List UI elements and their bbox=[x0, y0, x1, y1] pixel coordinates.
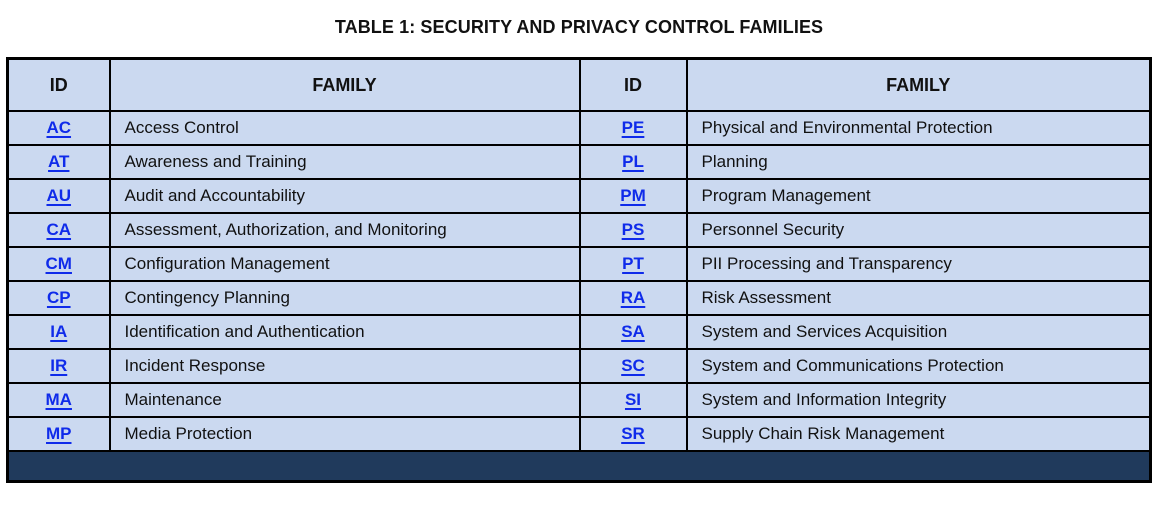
id-cell-right bbox=[580, 349, 687, 383]
id-cell-left bbox=[8, 145, 110, 179]
table-row bbox=[8, 247, 1151, 281]
id-cell-right bbox=[580, 179, 687, 213]
family-name-right: Personnel Security bbox=[687, 213, 1151, 247]
table-row bbox=[8, 383, 1151, 417]
control-id-link[interactable]: AU bbox=[46, 186, 72, 205]
family-name-right: PII Processing and Transparency bbox=[687, 247, 1151, 281]
id-cell-right bbox=[580, 281, 687, 315]
header-id-left: ID bbox=[8, 59, 110, 112]
id-cell-right bbox=[580, 315, 687, 349]
control-id-link[interactable]: CP bbox=[46, 288, 71, 307]
control-id-link[interactable]: PM bbox=[620, 186, 646, 205]
id-cell-left bbox=[8, 111, 110, 145]
family-name-right: Physical and Environmental Protection bbox=[687, 111, 1151, 145]
family-name-right: Program Management bbox=[687, 179, 1151, 213]
id-cell-right bbox=[580, 213, 687, 247]
control-id-link[interactable]: CA bbox=[46, 220, 72, 239]
table-row bbox=[8, 349, 1151, 383]
family-name-left: Access Control bbox=[110, 111, 580, 145]
id-cell-left bbox=[8, 213, 110, 247]
control-id-link[interactable]: SR bbox=[621, 424, 645, 443]
id-cell-right bbox=[580, 383, 687, 417]
header-row bbox=[8, 59, 1151, 112]
id-cell-left bbox=[8, 281, 110, 315]
id-cell-right bbox=[580, 111, 687, 145]
footer-bar bbox=[8, 451, 1151, 482]
control-id-link[interactable]: SI bbox=[624, 390, 642, 409]
control-id-link[interactable]: PS bbox=[621, 220, 645, 239]
family-name-right: Supply Chain Risk Management bbox=[687, 417, 1151, 451]
footer-bar-row bbox=[8, 451, 1151, 482]
control-id-link[interactable]: PE bbox=[621, 118, 645, 137]
id-cell-left bbox=[8, 383, 110, 417]
table-row bbox=[8, 179, 1151, 213]
control-id-link[interactable]: AC bbox=[46, 118, 72, 137]
control-id-link[interactable]: CM bbox=[45, 254, 72, 273]
family-name-left: Assessment, Authorization, and Monitoring bbox=[110, 213, 580, 247]
family-name-right: System and Communications Protection bbox=[687, 349, 1151, 383]
control-id-link[interactable]: SC bbox=[621, 356, 645, 375]
header-id-right: ID bbox=[580, 59, 687, 112]
id-cell-left bbox=[8, 315, 110, 349]
table-row bbox=[8, 281, 1151, 315]
family-name-right: System and Information Integrity bbox=[687, 383, 1151, 417]
table-row bbox=[8, 417, 1151, 451]
family-name-left: Identification and Authentication bbox=[110, 315, 580, 349]
table-row bbox=[8, 145, 1151, 179]
id-cell-left bbox=[8, 417, 110, 451]
id-cell-left bbox=[8, 247, 110, 281]
control-id-link[interactable]: AT bbox=[48, 152, 70, 171]
table-title: TABLE 1: SECURITY AND PRIVACY CONTROL FAMILIES bbox=[334, 17, 824, 37]
control-id-link[interactable]: RA bbox=[620, 288, 646, 307]
id-cell-left bbox=[8, 349, 110, 383]
header-family-right: FAMILY bbox=[687, 59, 1151, 112]
table-row bbox=[8, 111, 1151, 145]
control-id-link[interactable]: PL bbox=[622, 152, 644, 171]
family-name-left: Media Protection bbox=[110, 417, 580, 451]
family-name-left: Maintenance bbox=[110, 383, 580, 417]
header-family-left: FAMILY bbox=[110, 59, 580, 112]
id-cell-right bbox=[580, 247, 687, 281]
family-name-right: Risk Assessment bbox=[687, 281, 1151, 315]
family-name-left: Contingency Planning bbox=[110, 281, 580, 315]
family-name-left: Audit and Accountability bbox=[110, 179, 580, 213]
family-name-left: Awareness and Training bbox=[110, 145, 580, 179]
control-id-link[interactable]: IR bbox=[50, 356, 68, 375]
family-name-left: Configuration Management bbox=[110, 247, 580, 281]
control-id-link[interactable]: MP bbox=[46, 424, 72, 443]
control-id-link[interactable]: SA bbox=[621, 322, 645, 341]
control-id-link[interactable]: MA bbox=[45, 390, 72, 409]
id-cell-right bbox=[580, 417, 687, 451]
table-body bbox=[8, 111, 1151, 451]
family-name-right: System and Services Acquisition bbox=[687, 315, 1151, 349]
family-name-right: Planning bbox=[687, 145, 1151, 179]
control-families-table bbox=[6, 57, 1152, 483]
id-cell-right bbox=[580, 145, 687, 179]
control-id-link[interactable]: IA bbox=[50, 322, 68, 341]
id-cell-left bbox=[8, 179, 110, 213]
table-row bbox=[8, 213, 1151, 247]
control-id-link[interactable]: PT bbox=[622, 254, 644, 273]
family-name-left: Incident Response bbox=[110, 349, 580, 383]
table-row bbox=[8, 315, 1151, 349]
